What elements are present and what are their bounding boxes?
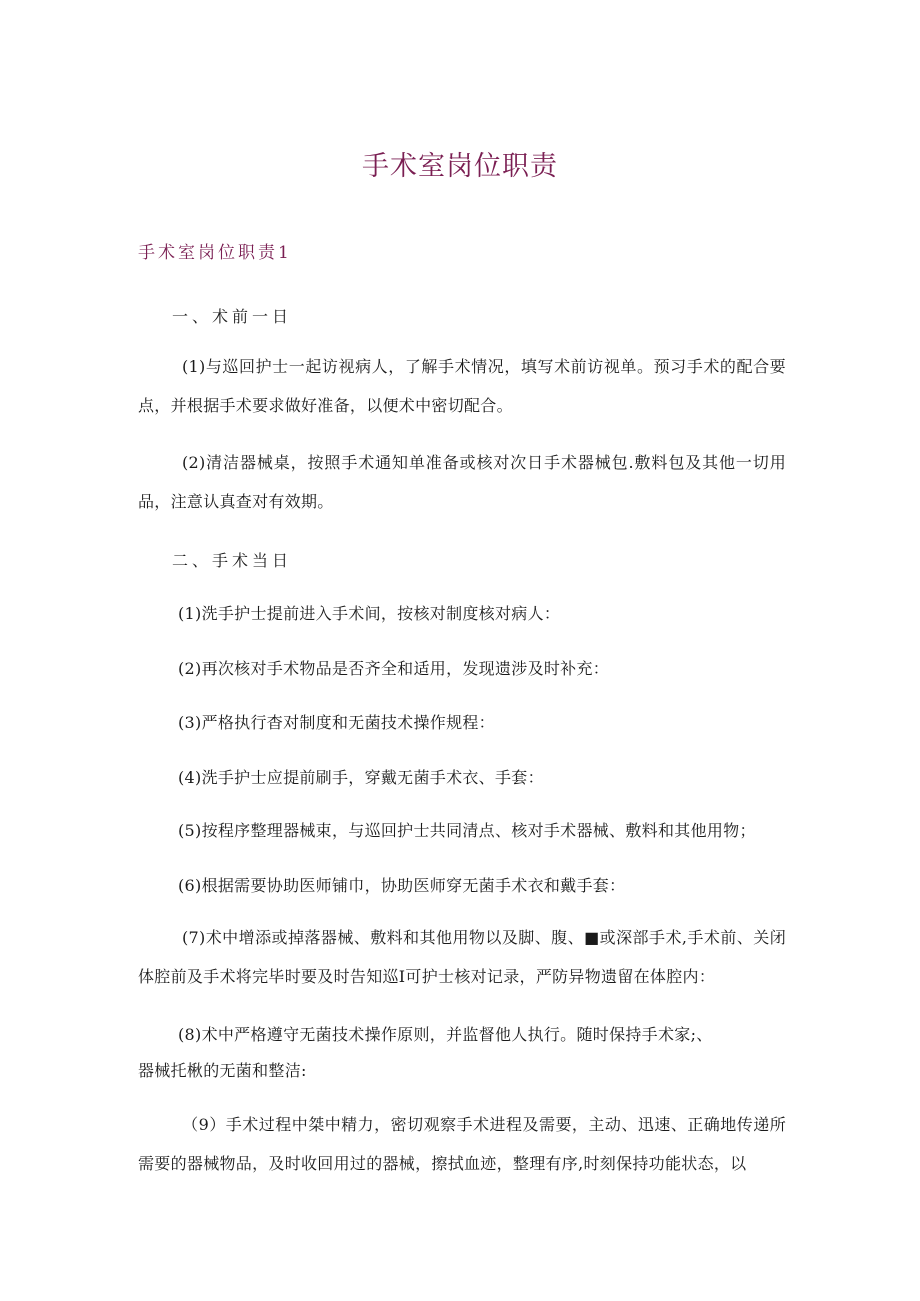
list-item <box>138 1105 786 1183</box>
list-item-text: (4)洗手护士应提前刷手，穿戴无菌手术衣、手套： <box>178 768 544 787</box>
section-heading-1: 一、术前一日 <box>172 307 293 326</box>
paragraph-1-2 <box>138 443 786 521</box>
paragraph-text: (1)与巡回护士一起访视病人，了解手术情况，填写术前访视单。预习手术的配合要点，并根据手术要求做好准备，以便术中密切配合。 <box>138 357 786 415</box>
section-subtitle: 手术室岗位职责1 <box>138 243 292 263</box>
list-item <box>138 873 786 896</box>
list-item <box>138 918 786 996</box>
list-item-continuation <box>138 1058 786 1081</box>
list-item-text: (8)术中严格遵守无菌技术操作原则，并监督他人执行。随时保持手术家;、 <box>178 1025 713 1044</box>
paragraph-text: (2)清洁器械桌，按照手术通知单准备或核对次日手术器械包.敷料包及其他一切用品，注意认真查对有效期。 <box>138 453 786 511</box>
section-heading-2: 二、手术当日 <box>172 551 293 570</box>
list-item-text: (2)再次核对手术物品是否齐全和适用，发现遗涉及时补充： <box>178 659 610 678</box>
document-title: 手术室岗位职责 <box>362 151 558 182</box>
list-item <box>138 601 786 624</box>
list-item-text: 器械托楸的无菌和整洁: <box>138 1061 307 1080</box>
list-item-text: (1)洗手护士提前进入手术间，按核对制度核对病人： <box>178 604 561 623</box>
list-item <box>138 818 786 841</box>
list-item <box>138 765 786 788</box>
list-item <box>138 656 786 679</box>
paragraph-1-1 <box>138 347 786 425</box>
list-item-text: (5)按程序整理器械束，与巡回护士共同清点、核对手术器械、敷料和其他用物； <box>178 821 756 840</box>
list-item-text: （9）手术过程中桀中精力，密切观察手术进程及需要，主动、迅速、正确地传递所需要的器械物品，及时收回用过的器械，擦拭血迹，整理有序,时刻保持功能状态，以 <box>138 1115 786 1173</box>
list-item <box>138 710 786 733</box>
list-item-text: (6)根据需要协助医师铺巾，协助医师穿无菌手术衣和戴手套： <box>178 876 626 895</box>
list-item-text: (7)术中增添或掉落器械、敷料和其他用物以及脚、腹、■或深部手术,手术前、关闭体腔前及手术将完毕时要及时告知巡I可护士核对记录，严防异物遗留在体腔内： <box>138 928 786 986</box>
list-item <box>138 1022 786 1045</box>
list-item-text: (3)严格执行杳对制度和无菌技术操作规程： <box>178 713 495 732</box>
